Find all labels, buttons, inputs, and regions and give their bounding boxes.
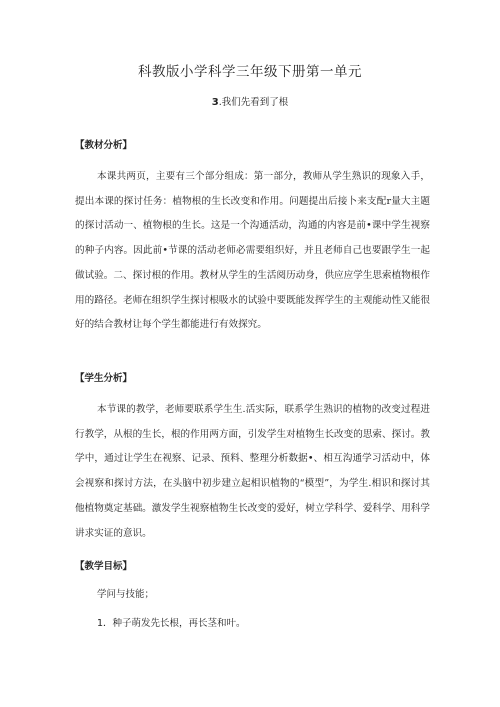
lesson-number: 3 [211, 97, 219, 108]
material-analysis-paragraph: 本课共两页，主要有三个部分组成：第一部分，教师从学生熟识的现象入手，提出本课的探讨任务：植物根的生长改变和作用。问题提出后接卜来支配r量大主题的探讨活动一、植物根的生长。这是一个沟通活动，沟通的内容是前•课中学生视察的种子内容。因此前•节课的活动老师必需要组织好，并且老师自己也要跟学生一起做试验。二、探讨根的作用。教材从学生的生活阅历动身，供应应学生思索植物根作用的路径。老师在组织学生探讨根吸水的试验中要既能发挥学生的主观能动性又能很好的结合教材让每个学生都能进行有效探究。 [75, 171, 430, 331]
goal-item-1: 1．种子萌发先长根，再长茎和叶。 [97, 618, 246, 629]
lesson-title [0, 94, 500, 108]
document-title: 科教版小学科学三年级下册第一单元 [138, 64, 362, 80]
student-analysis-heading: 【学生分析】 [75, 373, 133, 384]
teaching-goals-heading: 【教学目标】 [75, 561, 133, 572]
student-analysis-paragraph: 本节课的教学，老师要联系学生生.活实际，联系学生熟识的植物的改变过程进行教学，从根的生长，根的作用两方面，引发学生对植物生长改变的思索、探讨。教学中，通过让学生在视察、记录、预料、整理分析数据•、相互沟通学习活动中，体会视察和探讨方法，在头脑中初步建立起相识植物的“模型”，为学生.相识和探讨其他植物奠定基础。激发学生视察植物生长改变的爱好，树立学科学、爱科学、用科学讲求实证的意识。 [75, 404, 430, 539]
lesson-name: .我们先看到了根 [218, 97, 289, 108]
knowledge-skills-label: 学问与技能； [97, 589, 155, 600]
material-analysis-heading: 【教材分析】 [75, 140, 133, 151]
